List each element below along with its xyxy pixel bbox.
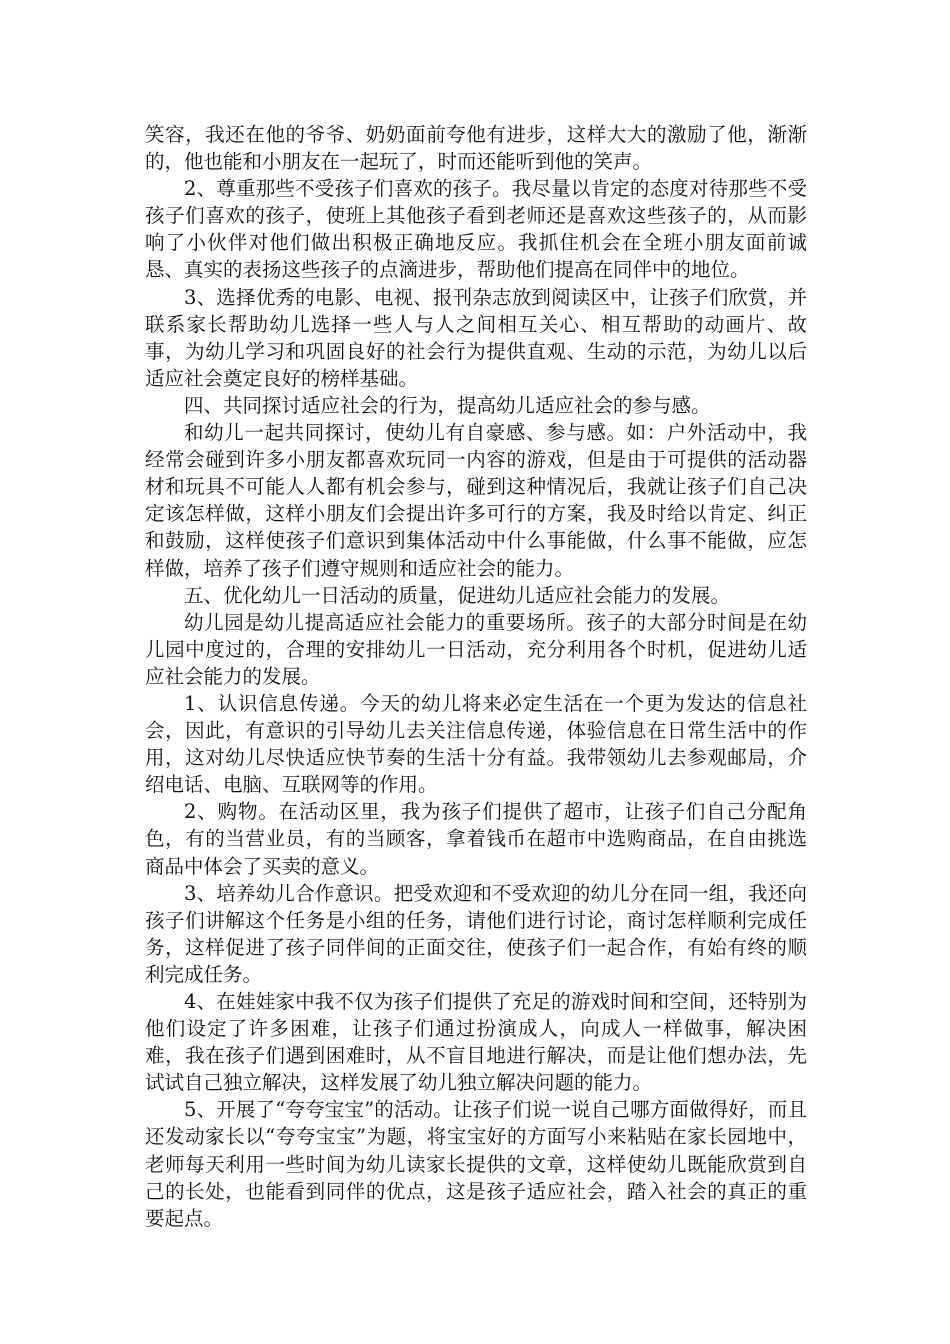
paragraph-kindergarten: 幼儿园是幼儿提高适应社会能力的重要场所。孩子的大部分时间是在幼儿园中度过的，合理的安排幼儿一日活动，充分利用各个时机，促进幼儿适应社会能力的发展。 (145, 610, 807, 688)
paragraph-item-2-shopping: 2、购物。在活动区里，我为孩子们提供了超市，让孩子们自己分配角色，有的当营业员，有的当顾客，拿着钱币在超市中选购商品，在自由挑选商品中体会了买卖的意义。 (145, 800, 807, 878)
paragraph-continuation: 笑容，我还在他的爷爷、奶奶面前夸他有进步，这样大大的激励了他，渐渐的，他也能和小朋友在一起玩了，时而还能听到他的笑声。 (145, 123, 807, 174)
paragraph-item-4-doll-house: 4、在娃娃家中我不仅为孩子们提供了充足的游戏时间和空间，还特别为他们设定了许多困难，让孩子们通过扮演成人，向成人一样做事，解决困难，我在孩子们遇到困难时，从不盲目地进行解决，而是让他们想办法，先试试自己独立解决，这样发展了幼儿独立解决问题的能力。 (145, 990, 807, 1095)
section-heading-4: 四、共同探讨适应社会的行为，提高幼儿适应社会的参与感。 (184, 393, 711, 417)
section-heading-5: 五、优化幼儿一日活动的质量，促进幼儿适应社会能力的发展。 (184, 583, 731, 607)
paragraph-item-3-media: 3、选择优秀的电影、电视、报刊杂志放到阅读区中，让孩子们欣赏，并联系家长帮助幼儿选择一些人与人之间相互关心、相互帮助的动画片、故事，为幼儿学习和巩固良好的社会行为提供直观、生动的示范，为幼儿以后适应社会奠定良好的榜样基础。 (145, 285, 807, 390)
document-body (145, 121, 807, 1232)
paragraph-item-1-information: 1、认识信息传递。今天的幼儿将来必定生活在一个更为发达的信息社会，因此，有意识的引导幼儿去关注信息传递，体验信息在日常生活中的作用，这对幼儿尽快适应快节奏的生活十分有益。我带领幼儿去参观邮局，介绍电话、电脑、互联网等的作用。 (145, 691, 807, 797)
paragraph-discussion: 和幼儿一起共同探讨，使幼儿有自豪感、参与感。如：户外活动中，我经常会碰到许多小朋友都喜欢玩同一内容的游戏，但是由于可提供的活动器材和玩具不可能人人都有机会参与，碰到这种情况后，我就让孩子们自己决定该怎样做，这样小朋友们会提出许多可行的方案，我及时给以肯定、纠正和鼓励，这样使孩子们意识到集体活动中什么事能做，什么事不能做，应怎样做，培养了孩子们遵守规则和适应社会的能力。 (145, 421, 807, 580)
paragraph-item-2-respect: 2、尊重那些不受孩子们喜欢的孩子。我尽量以肯定的态度对待那些不受孩子们喜欢的孩子，使班上其他孩子看到老师还是喜欢这些孩子的，从而影响了小伙伴对他们做出积极正确地反应。我抓住机会在全班小朋友面前诚恳、真实的表扬这些孩子的点滴进步，帮助他们提高在同伴中的地位。 (145, 177, 807, 282)
paragraph-item-5-praise: 5、开展了“夸夸宝宝”的活动。让孩子们说一说自己哪方面做得好，而且还发动家长以“夸夸宝宝”为题，将宝宝好的方面写小来粘贴在家长园地中，老师每天利用一些时间为幼儿读家长提供的文章，这样使幼儿既能欣赏到自己的长处，也能看到同伴的优点，这是孩子适应社会，踏入社会的真正的重要起点。 (145, 1098, 807, 1230)
paragraph-item-3-cooperation: 3、培养幼儿合作意识。把受欢迎和不受欢迎的幼儿分在同一组，我还向孩子们讲解这个任务是小组的任务，请他们进行讨论，商讨怎样顺利完成任务，这样促进了孩子同伴间的正面交往，使孩子们一起合作，有始有终的顺利完成任务。 (145, 881, 807, 986)
